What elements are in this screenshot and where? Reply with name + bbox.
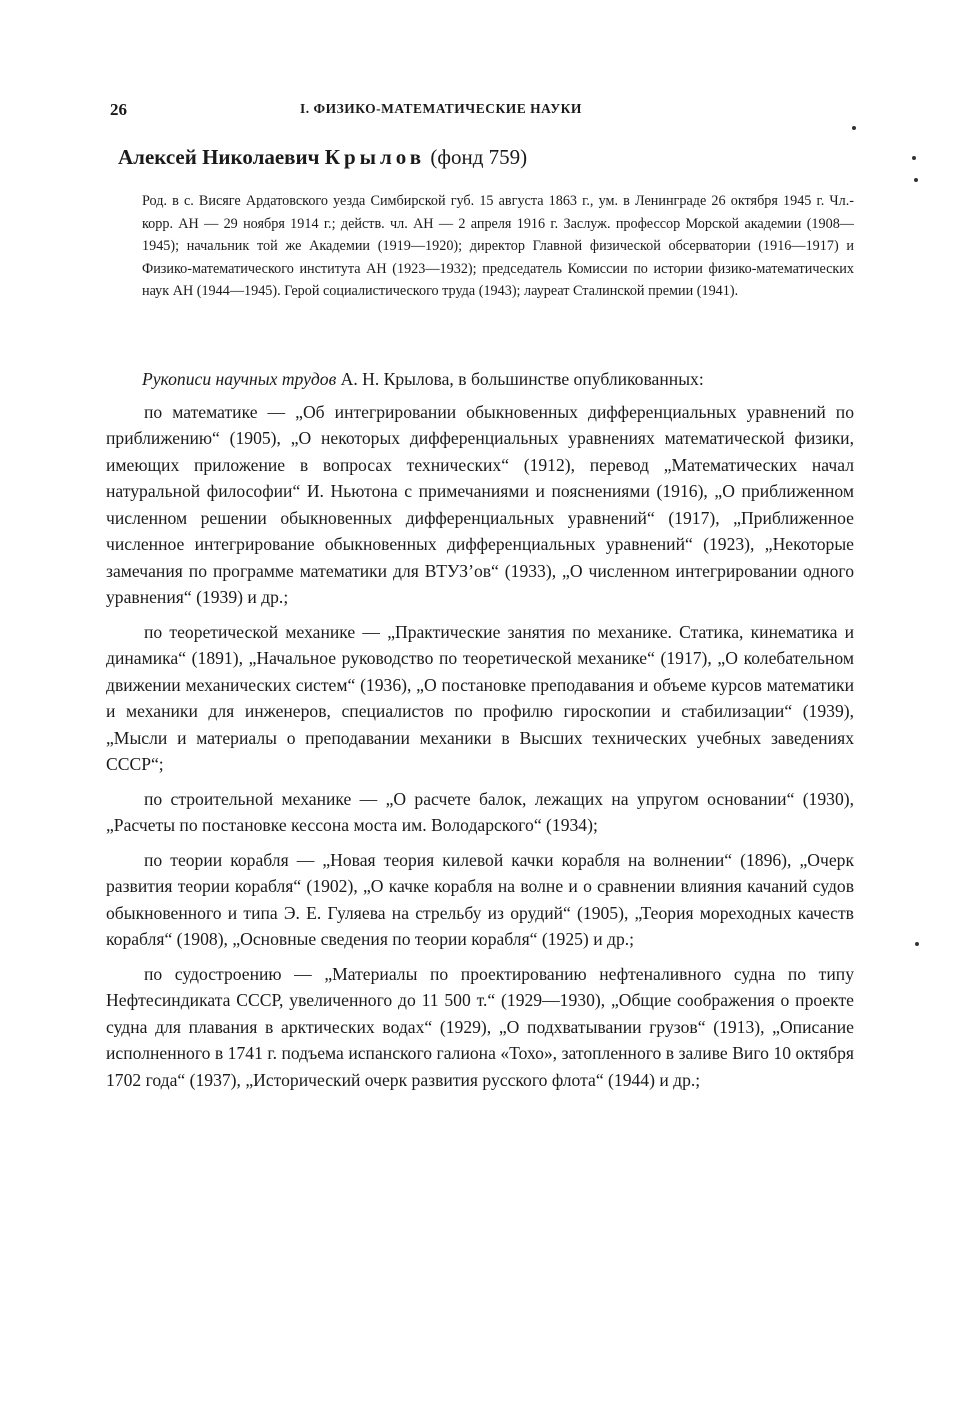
print-speck xyxy=(912,156,916,160)
intro-paragraph xyxy=(106,366,854,393)
entry-name: Алексей Николаевич xyxy=(118,145,320,169)
print-speck xyxy=(852,126,856,130)
paragraph-mathematics: по математике — „Об интегрировании обыкновенных дифференциальных уравнений по приближению“ (1905), „О некоторых дифференциальных уравнениях математической физики, имеющих приложение в вопросах технических“ (1912), перевод „Математических начал натуральной философии“ И. Ньютона с примечаниями и пояснениями (1916), „О приближенном численном решении обыкновенных дифференциальных уравнений“ (1917), „Приближенное численное интегрирование обыкновенных дифференциальных уравнений“ (1923), „Некоторые замечания по программе математики для ВТУЗ’ов“ (1933), „О численном интегрировании одного уравнения“ (1939) и др.; xyxy=(106,401,854,607)
intro-rest: А. Н. Крылова, в большинстве опубликованных: xyxy=(336,369,704,389)
paragraph-shipbuilding: по судостроению — „Материалы по проектированию нефтеналивного судна по типу Нефтесиндиката СССР, увеличенного до 11 500 т.“ (1929—1930), „Общие соображения о проекте судна для плавания в арктических водах“ (1929), „О подхватывании грузов“ (1913), „Описание исполненного в 1741 г. подъема испанского галиона «Тохо», затопленного в заливе Виго 10 октября 1702 года“ (1937), „Исторический очерк развития русского флота“ (1944) и др.; xyxy=(106,963,854,1090)
paragraph-theoretical-mechanics: по теоретической механике — „Практические занятия по механике. Статика, кинематика и динамика“ (1891), „Начальное руководство по теоретической механике“ (1917), „О колебательном движении механических систем“ (1936), „О постановке преподавания и объеме курсов математики и механики для инженеров, специалистов по профилю гироскопии и стабилизации“ (1939), „Мысли и материалы о преподавании механики в Высших технических учебных заведениях СССР“; xyxy=(106,621,854,774)
entry-body xyxy=(106,366,854,1101)
entry-heading xyxy=(118,145,527,170)
intro-lead: Рукописи научных трудов xyxy=(142,369,337,389)
paragraph-ship-theory: по теории корабля — „Новая теория килевой качки корабля на волнении“ (1896), „Очерк развития теории корабля“ (1902), „О качке корабля на волне и о сравнении влияния качаний судов обыкновенного и типа Э. Е. Гуляева на стрельбу из орудий“ (1905), „Теория мореходных качеств корабля“ (1908), „Основные сведения по теории корабля“ (1925) и др.; xyxy=(106,849,854,949)
print-speck xyxy=(914,178,918,182)
running-title: I. ФИЗИКО-МАТЕМАТИЧЕСКИЕ НАУКИ xyxy=(300,101,582,116)
paragraph-structural-mechanics: по строительной механике — „О расчете балок, лежащих на упругом основании“ (1930), „Расчеты по постановке кессона моста им. Володарского“ (1934); xyxy=(106,788,854,835)
page-number: 26 xyxy=(110,100,127,119)
print-speck xyxy=(915,942,919,946)
entry-surname: Крылов xyxy=(324,145,426,169)
biography-note: Род. в с. Висяге Ардатовского уезда Симбирской губ. 15 августа 1863 г., ум. в Ленинграде 26 октября 1945 г. Чл.-корр. АН — 29 ноября 1914 г.; действ. чл. АН — 2 апреля 1916 г. Заслуж. профессор Морской академии (1908—1945); начальник той же Академии (1919—1920); директор Главной физической обсерватории (1916—1917) и Физико-математического института АН (1923—1932); председатель Комиссии по истории физико-математических наук АН (1944—1945). Герой социалистического труда (1943); лауреат Сталинской премии (1941). xyxy=(142,193,854,299)
entry-fond: (фонд 759) xyxy=(430,145,528,169)
